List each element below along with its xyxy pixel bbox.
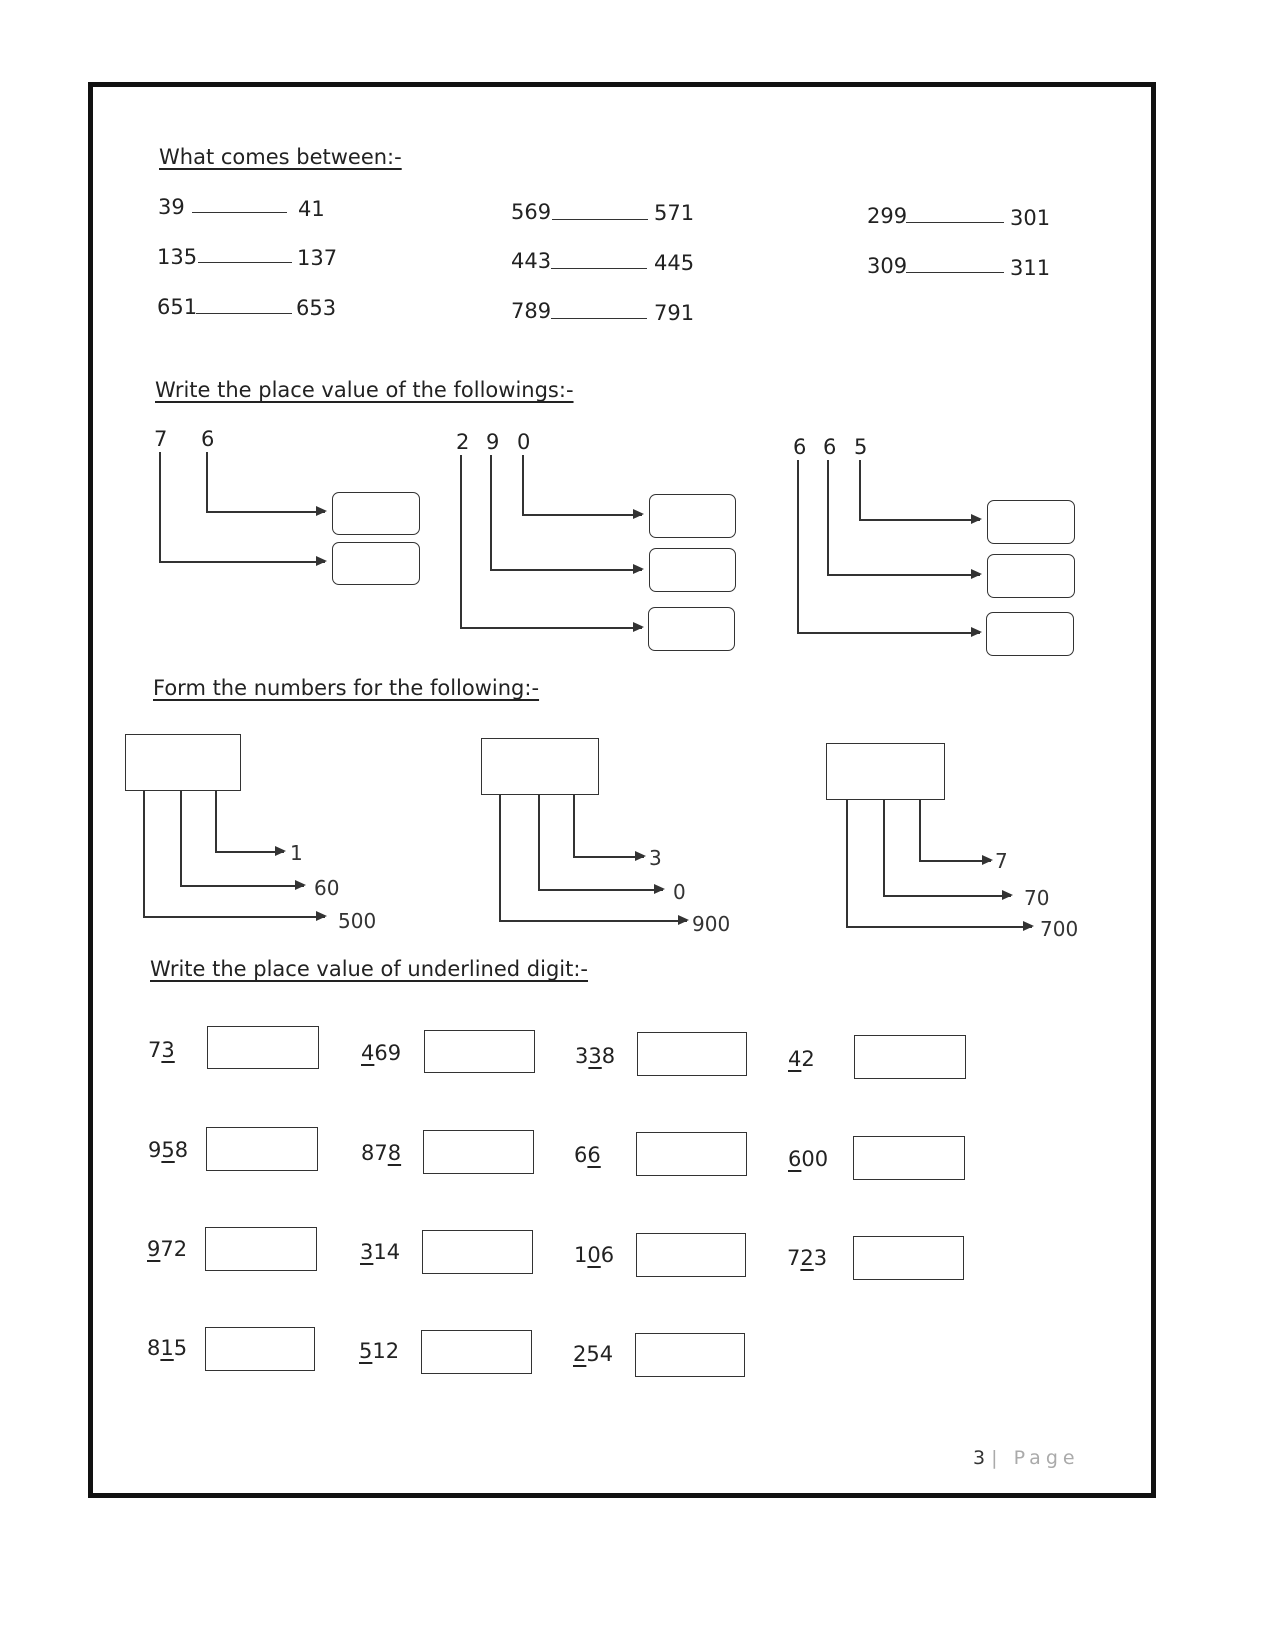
- between-blank[interactable]: [552, 219, 648, 220]
- place-part-value: 500: [338, 909, 377, 933]
- answer-box[interactable]: [205, 1327, 315, 1371]
- place-value-digit: 6: [201, 427, 215, 451]
- answer-box[interactable]: [206, 1127, 318, 1171]
- page-footer: [973, 1447, 1080, 1469]
- connector-line: [499, 794, 501, 921]
- page-label: | Page: [991, 1447, 1080, 1469]
- connector-line: [522, 455, 524, 515]
- connector-line: [846, 799, 848, 927]
- underlined-digit-number: 254: [573, 1342, 614, 1366]
- between-right-number: 137: [297, 246, 338, 270]
- section-heading-form-numbers: Form the numbers for the following:-: [153, 676, 540, 700]
- arrow-connector: [797, 632, 980, 634]
- connector-line: [919, 799, 921, 861]
- underlined-digit-number: 314: [360, 1240, 401, 1264]
- place-value-digit: 2: [456, 430, 470, 454]
- answer-box[interactable]: [423, 1130, 534, 1174]
- underlined-digit-number: 106: [574, 1243, 615, 1267]
- page-number: 3: [973, 1447, 986, 1469]
- arrow-connector: [180, 885, 304, 887]
- connector-line: [797, 460, 799, 633]
- connector-line: [215, 790, 217, 852]
- number-answer-box[interactable]: [826, 743, 945, 800]
- underlined-digit-number: 66: [574, 1143, 601, 1167]
- place-part-value: 70: [1024, 886, 1050, 910]
- arrow-connector: [499, 920, 687, 922]
- answer-box[interactable]: [854, 1035, 966, 1079]
- place-part-value: 60: [314, 876, 340, 900]
- arrow-connector: [827, 574, 980, 576]
- place-part-value: 7: [995, 849, 1008, 873]
- connector-line: [859, 460, 861, 520]
- between-blank[interactable]: [198, 262, 292, 263]
- underlined-digit-number: 338: [575, 1044, 616, 1068]
- answer-box[interactable]: [332, 492, 420, 535]
- between-blank[interactable]: [192, 212, 287, 213]
- arrow-connector: [522, 514, 642, 516]
- between-right-number: 653: [296, 296, 337, 320]
- connector-line: [573, 794, 575, 857]
- between-left-number: 651: [157, 295, 198, 319]
- place-part-value: 900: [692, 912, 731, 936]
- between-blank[interactable]: [551, 268, 647, 269]
- connector-line: [538, 794, 540, 890]
- connector-line: [143, 790, 145, 917]
- underlined-digit-number: 815: [147, 1336, 188, 1360]
- answer-box[interactable]: [421, 1330, 532, 1374]
- between-left-number: 569: [511, 200, 552, 224]
- connector-line: [490, 455, 492, 570]
- arrow-connector: [143, 916, 325, 918]
- place-part-value: 3: [649, 846, 662, 870]
- arrow-connector: [859, 519, 980, 521]
- between-blank[interactable]: [906, 222, 1004, 223]
- place-value-digit: 6: [793, 435, 807, 459]
- answer-box[interactable]: [207, 1026, 319, 1069]
- answer-box[interactable]: [649, 494, 736, 538]
- section-heading-between: What comes between:-: [159, 145, 402, 169]
- place-part-value: 700: [1040, 917, 1079, 941]
- underlined-digit-number: 512: [359, 1339, 400, 1363]
- between-right-number: 311: [1010, 256, 1051, 280]
- underlined-digit-number: 972: [147, 1237, 188, 1261]
- arrow-connector: [883, 895, 1011, 897]
- place-part-value: 1: [290, 841, 303, 865]
- arrow-connector: [159, 561, 325, 563]
- connector-line: [180, 790, 182, 886]
- between-left-number: 443: [511, 249, 552, 273]
- between-right-number: 571: [654, 201, 695, 225]
- place-value-digit: 9: [486, 430, 500, 454]
- arrow-connector: [538, 889, 663, 891]
- section-heading-underlined-digit: Write the place value of underlined digit:-: [150, 957, 589, 981]
- between-right-number: 41: [298, 197, 325, 221]
- answer-box[interactable]: [648, 607, 735, 651]
- between-blank[interactable]: [906, 272, 1004, 273]
- answer-box[interactable]: [422, 1230, 533, 1274]
- number-answer-box[interactable]: [125, 734, 241, 791]
- between-right-number: 301: [1010, 206, 1051, 230]
- arrow-connector: [206, 511, 325, 513]
- page-border: [88, 82, 1156, 1498]
- answer-box[interactable]: [636, 1132, 747, 1176]
- arrow-connector: [919, 860, 991, 862]
- between-blank[interactable]: [196, 313, 292, 314]
- answer-box[interactable]: [205, 1227, 317, 1271]
- connector-line: [460, 455, 462, 628]
- between-left-number: 299: [867, 204, 908, 228]
- underlined-digit-number: 469: [361, 1041, 402, 1065]
- underlined-digit-number: 73: [148, 1038, 175, 1062]
- section-heading-place-value: Write the place value of the followings:-: [155, 378, 574, 402]
- between-right-number: 791: [654, 301, 695, 325]
- between-right-number: 445: [654, 251, 695, 275]
- arrow-connector: [490, 569, 642, 571]
- place-part-value: 0: [673, 880, 686, 904]
- answer-box[interactable]: [987, 500, 1075, 544]
- underlined-digit-number: 42: [788, 1047, 815, 1071]
- between-blank[interactable]: [551, 318, 647, 319]
- arrow-connector: [215, 851, 284, 853]
- underlined-digit-number: 723: [787, 1246, 828, 1270]
- answer-box[interactable]: [636, 1233, 746, 1277]
- number-answer-box[interactable]: [481, 738, 599, 795]
- between-left-number: 135: [157, 245, 198, 269]
- connector-line: [883, 799, 885, 896]
- place-value-digit: 5: [854, 435, 868, 459]
- connector-line: [827, 460, 829, 575]
- answer-box[interactable]: [853, 1236, 964, 1280]
- place-value-digit: 0: [517, 430, 531, 454]
- arrow-connector: [460, 627, 642, 629]
- place-value-digit: 7: [154, 427, 168, 451]
- connector-line: [206, 452, 208, 512]
- answer-box[interactable]: [986, 612, 1074, 656]
- place-value-digit: 6: [823, 435, 837, 459]
- arrow-connector: [573, 856, 644, 858]
- answer-box[interactable]: [637, 1032, 747, 1076]
- answer-box[interactable]: [649, 548, 736, 592]
- connector-line: [159, 452, 161, 562]
- answer-box[interactable]: [424, 1030, 535, 1073]
- answer-box[interactable]: [635, 1333, 745, 1377]
- underlined-digit-number: 958: [148, 1138, 189, 1162]
- arrow-connector: [846, 926, 1032, 928]
- between-left-number: 309: [867, 254, 908, 278]
- answer-box[interactable]: [987, 554, 1075, 598]
- between-left-number: 789: [511, 299, 552, 323]
- underlined-digit-number: 878: [361, 1141, 402, 1165]
- answer-box[interactable]: [332, 542, 420, 585]
- answer-box[interactable]: [853, 1136, 965, 1180]
- between-left-number: 39: [158, 195, 185, 219]
- underlined-digit-number: 600: [788, 1147, 829, 1171]
